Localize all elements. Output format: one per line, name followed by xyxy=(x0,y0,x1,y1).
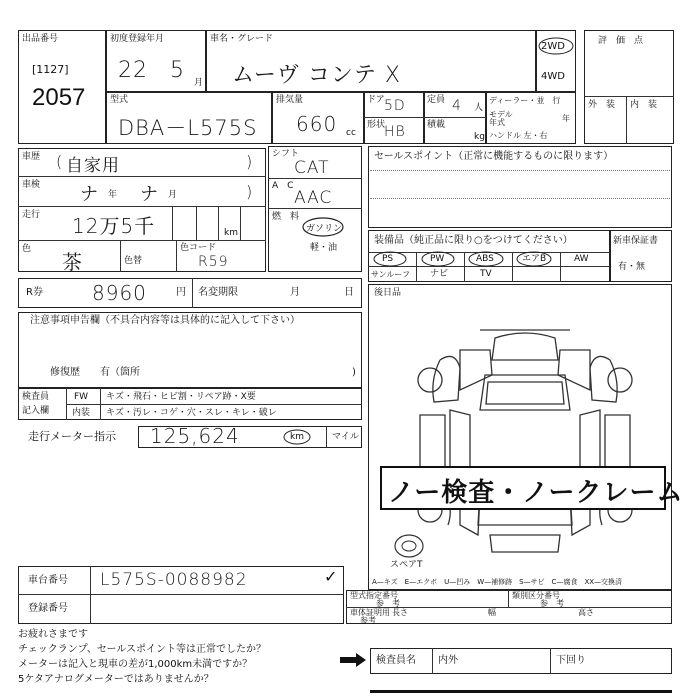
color-label: 色 xyxy=(22,244,32,254)
inspect-year-unit: 年 xyxy=(108,190,118,200)
equip-aw: AW xyxy=(574,254,589,264)
meter-km: km xyxy=(290,432,304,442)
meter-km-circle xyxy=(282,428,312,446)
ref-wid: 幅 xyxy=(488,608,496,617)
name-value: ムーヴ コンテ X xyxy=(232,63,401,88)
lot-bracket: [1127] xyxy=(32,63,69,76)
ref-c2: 類別区分番号 xyxy=(512,591,560,600)
meter-div xyxy=(326,426,327,448)
shift-div1 xyxy=(268,178,362,179)
reg-label: 初度登録年月 xyxy=(110,34,165,44)
model-label: 型式 xyxy=(110,95,129,105)
door-divider xyxy=(364,117,424,118)
history-value: 自家用 xyxy=(66,156,120,176)
mileage-unit: km xyxy=(224,228,238,238)
fuel-label: 燃 料 xyxy=(272,212,300,222)
door-label: ドア xyxy=(367,95,385,105)
bottom-rule xyxy=(370,690,672,693)
shift-value: CAT xyxy=(294,158,330,178)
dealer-year: 年式 xyxy=(489,118,505,127)
equip-pw: PW xyxy=(430,254,445,264)
equip-tv: TV xyxy=(480,269,492,279)
ref-len: 長さ xyxy=(392,608,408,617)
equip-circles xyxy=(368,250,568,268)
insp-fw: FW xyxy=(74,392,89,402)
disp-value: 660 xyxy=(296,112,338,136)
color-code: R59 xyxy=(198,254,229,270)
insp-label1: 検査員 xyxy=(22,392,50,402)
chassis-check: ✓ xyxy=(324,567,338,586)
equip-abs: ABS xyxy=(476,254,494,264)
lot-label: 出品番号 xyxy=(22,34,59,44)
warranty-label: 新車保証書 xyxy=(613,236,659,246)
notes-repair: 修復歴 有（箇所 xyxy=(50,367,140,378)
disp-unit: cc xyxy=(346,128,356,138)
color-value: 茶 xyxy=(62,250,83,274)
diagram-legend: A—キズ E—エクボ U—凹み W—補修跡 S—サビ C—腐食 XX—交換済 xyxy=(372,578,623,586)
mileage-value: 12万5千 xyxy=(72,214,156,238)
equip-sunroof: サンルーフ xyxy=(371,270,410,279)
meter-label: 走行メーター指示 xyxy=(28,430,116,443)
chassis-label: 車台番号 xyxy=(28,575,68,586)
inspect-month-unit: 月 xyxy=(168,190,178,200)
color-code-label: 色コード xyxy=(180,243,217,253)
insp-in-text: キズ・汚レ・コゲ・穴・スレ・キレ・破レ xyxy=(106,408,277,418)
inspector-label: 検査員名 xyxy=(376,655,416,666)
load-unit: kg xyxy=(474,132,485,142)
footer-line2: チェックランプ、セールスポイント等は正常でしたか？ xyxy=(18,644,266,655)
ref-c1: 型式指定番号 xyxy=(350,591,398,600)
shape-label: 形状 xyxy=(367,120,386,130)
grade-divider xyxy=(584,96,674,97)
seat-value: 4 xyxy=(452,98,462,114)
drive-circle xyxy=(537,36,575,56)
recycle-div xyxy=(192,278,193,308)
dealer-model: モデル xyxy=(489,110,513,119)
dealer-handle: ハンドル 左・右 xyxy=(489,131,548,140)
meter-value: 125,624 xyxy=(150,424,240,448)
ac-value: AAC xyxy=(294,188,333,208)
inspect-paren-close: ) xyxy=(246,182,254,201)
insp-row xyxy=(66,404,362,405)
insp-label2: 記入欄 xyxy=(22,406,50,416)
model-value: DBA－L575S xyxy=(118,116,258,140)
chassis-col xyxy=(90,566,91,624)
seat-unit: 人 xyxy=(474,103,484,113)
inspect-month: ナ xyxy=(140,184,159,205)
dealer-year-unit: 年 xyxy=(562,114,570,123)
notes-title: 注意事項申告欄（不具合内容等は具体的に記入して下さい） xyxy=(30,315,300,326)
hist-div3 xyxy=(18,240,266,241)
inspect-label: 車検 xyxy=(22,180,41,190)
fuel-gas: ガソリン xyxy=(306,224,343,234)
insp-in: 内装 xyxy=(72,408,91,418)
grade-box xyxy=(584,30,674,144)
dealer-line1: ディーラー・並 行 xyxy=(489,96,561,105)
shift-label: シフト xyxy=(272,149,300,159)
mileage-tick2 xyxy=(196,206,197,240)
mileage-tick3 xyxy=(218,206,219,240)
ref-col xyxy=(508,590,509,607)
grade-title: 評 価 点 xyxy=(598,36,644,46)
ref-hgt: 高さ xyxy=(578,608,594,617)
footer-line3: メーターは記入と現車の差が1,000km未満ですか？ xyxy=(18,659,253,670)
recycle-box xyxy=(18,278,362,308)
car-diagram xyxy=(400,320,650,560)
recycle-value: 8960 xyxy=(92,281,147,305)
disp-label: 排気量 xyxy=(276,95,304,105)
spare-label: スペアT xyxy=(390,560,423,570)
spare-tire-icon xyxy=(392,532,426,560)
ref-c3: 車体証明用 xyxy=(350,608,390,617)
recycle-label: R券 xyxy=(26,287,43,298)
insp-fw-text: キズ・飛石・ヒビ割・リペア跡・X要 xyxy=(106,392,256,402)
mileage-label: 走行 xyxy=(22,210,41,220)
footer-line4: 5ケタアナログメーターではありませんか？ xyxy=(18,674,214,685)
mileage-tick1 xyxy=(172,206,173,240)
recycle-expire: 名変期限 xyxy=(198,287,238,298)
inspector-inout: 内外 xyxy=(438,655,458,666)
shape-value: HB xyxy=(384,124,406,140)
recycle-unit: 円 xyxy=(176,287,186,298)
footer-line1: お疲れさまです xyxy=(18,629,88,640)
ref-r1: 参 考 xyxy=(376,599,400,608)
notes-repair-close: ) xyxy=(352,367,356,378)
seat-divider xyxy=(424,117,486,118)
chassis-value: L575S-0088982 xyxy=(100,570,248,590)
no-claim-text: ノー検査・ノークレーム xyxy=(388,477,684,507)
color-div1 xyxy=(120,240,121,272)
meter-mile: マイル xyxy=(332,432,359,442)
shift-div2 xyxy=(268,208,362,209)
mileage-tick4 xyxy=(240,206,241,240)
hist-div2 xyxy=(18,206,266,207)
ref-r2: 参 考 xyxy=(540,599,564,608)
grade-int: 内 装 xyxy=(630,100,658,110)
equip-ps: PS xyxy=(382,254,394,264)
fuel-diesel: 軽・油 xyxy=(310,243,338,253)
door-value: 5D xyxy=(384,98,406,114)
color-change: 色替 xyxy=(124,256,143,266)
drive-4wd: 4WD xyxy=(541,71,565,82)
ac-label: A C xyxy=(272,181,294,191)
sales-line1 xyxy=(370,170,670,171)
reg-year: 22 xyxy=(118,58,148,83)
inspector-div2 xyxy=(550,648,551,674)
reg-month: 5 xyxy=(170,58,185,83)
inspector-lower: 下回り xyxy=(556,655,586,666)
load-label: 積載 xyxy=(427,120,446,130)
chassis-div xyxy=(18,594,344,595)
inspector-div1 xyxy=(432,648,433,674)
lot-number: 2057 xyxy=(32,84,86,111)
regno-label: 登録番号 xyxy=(28,603,68,614)
recycle-month: 月 xyxy=(290,287,300,298)
hist-div1 xyxy=(18,176,266,177)
history-paren-open: ( xyxy=(56,152,64,171)
name-label: 車名・グレード xyxy=(210,34,274,44)
equip-navi: ナビ xyxy=(430,269,449,279)
sales-point-label: セールスポイント（正常に機能するものに限ります） xyxy=(374,151,614,162)
arrow-icon xyxy=(338,652,368,668)
ref-c4: 参考 xyxy=(360,616,376,625)
drive-2wd: 2WD xyxy=(541,41,565,52)
equipment-label: 装備品（純正品に限り○をつけてください） xyxy=(374,235,573,246)
seat-label: 定員 xyxy=(427,95,446,105)
inspect-year: ナ xyxy=(80,184,99,205)
diagram-label: 後日品 xyxy=(374,288,402,298)
grade-ext: 外 装 xyxy=(588,100,616,110)
fuel-circle xyxy=(300,216,346,238)
equip-airbag: エアB xyxy=(522,254,547,264)
sales-line2 xyxy=(370,198,670,199)
grade-vdivider xyxy=(626,96,627,144)
recycle-day: 日 xyxy=(344,287,354,298)
warranty-value: 有・無 xyxy=(618,262,646,272)
history-paren-close: ) xyxy=(246,152,254,171)
history-label: 車歴 xyxy=(22,152,41,162)
reg-month-unit: 月 xyxy=(194,78,204,88)
color-div2 xyxy=(176,240,177,272)
